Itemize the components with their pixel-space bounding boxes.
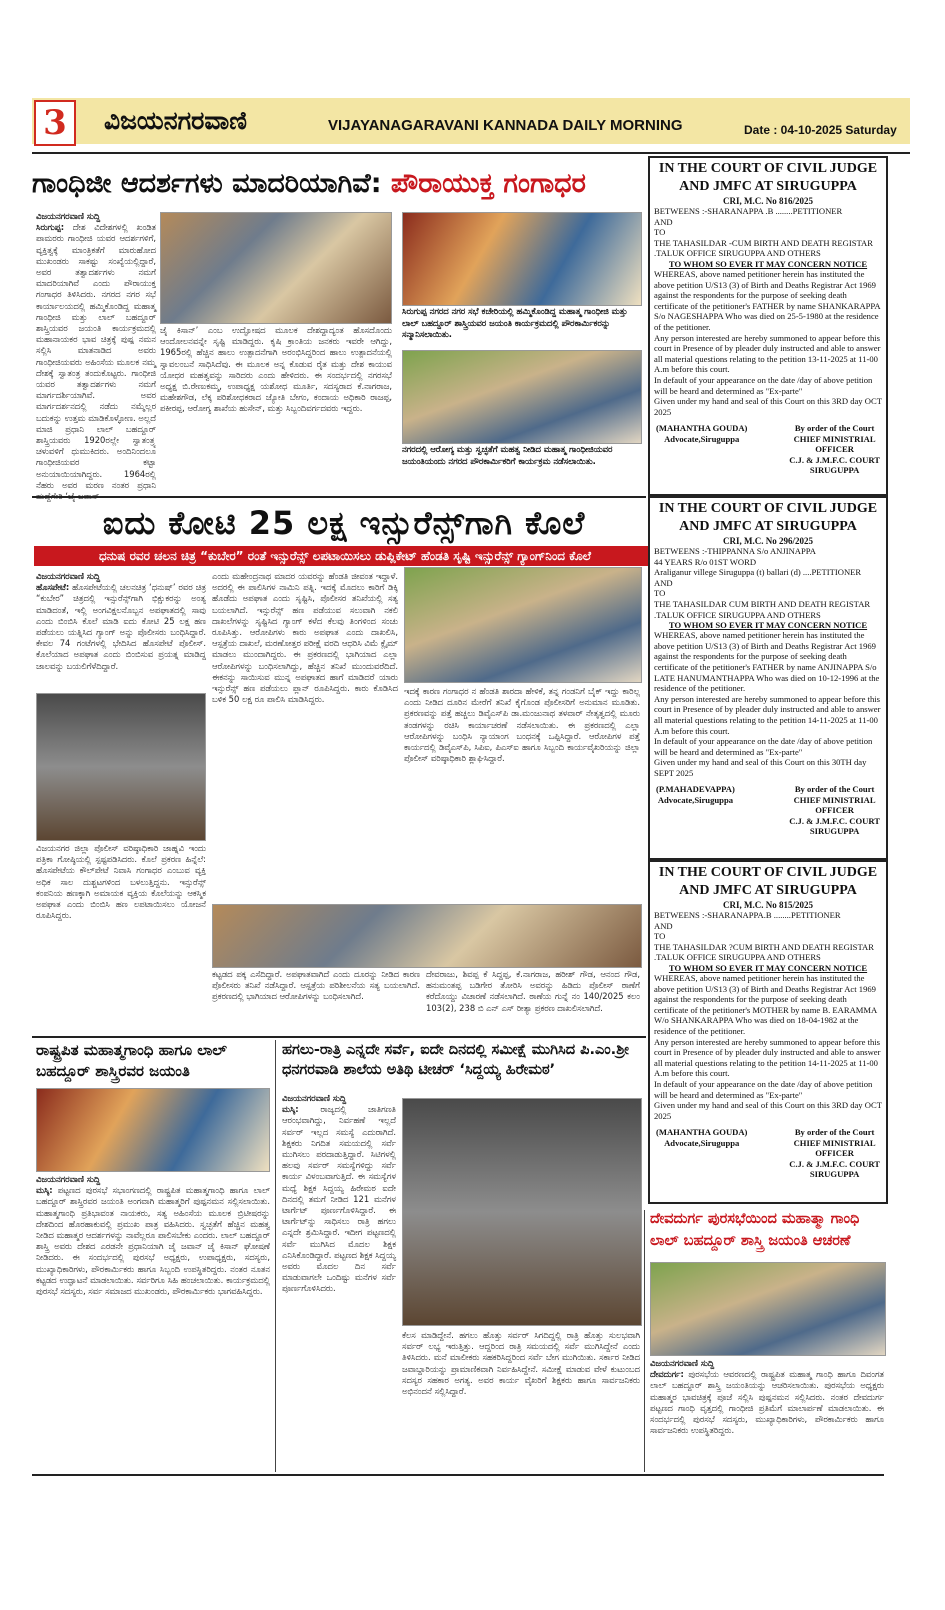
- story1-body-left: [36, 211, 156, 490]
- court-notice-1: [648, 156, 888, 496]
- column-divider: [644, 1210, 645, 1472]
- notice-order: By order of the Court CHIEF MINISTRIAL OFFICER C.J. & J.M.F.C. COURT SIRUGUPPA: [789, 784, 880, 837]
- notice-concern: TO WHOM SO EVER IT MAY CONCERN NOTICE: [668, 258, 868, 269]
- story1-photo-3: [402, 350, 642, 444]
- story4-photo: [402, 1098, 642, 1326]
- notice-line: 44 YEARS R/o 01ST WORD: [654, 556, 757, 567]
- story2-banner: ಧನುಷ ರವರ ಚಲನ ಚಿತ್ರ “ಕುಬೇರ” ರಂತೆ ಇನ್ಸುರೆನ್ಸ್ ಲಪಟಾಯಿಸಲು ಡುಪ್ಲಿಕೇಟ್ ಹೆಂಡತಿ ಸೃಷ್ಟಿ ಇನ್ಸುರೆನ್ಸ್ ಗ್ಯಾಂಗ್‌ನಿಂದ ಕೊಲೆ: [34, 546, 656, 566]
- story5-headline: ದೇವದುರ್ಗ ಪುರಸಭೆಯಿಂದ ಮಹಾತ್ಮಾ ಗಾಂಧಿ ಲಾಲ್ ಬಹದ್ದೂರ್ ಶಾಸ್ತ್ರಿ ಜಯಂತಿ ಆಚರಣೆ: [650, 1211, 860, 1249]
- story2-body-left: [36, 571, 206, 689]
- notice-case-number: CRI, M.C. No 816/2025: [723, 196, 813, 206]
- story4-body-left: [282, 1093, 396, 1473]
- page-number: 3: [34, 100, 76, 146]
- story5-photo: [650, 1262, 886, 1356]
- story3-body: [36, 1174, 270, 1472]
- story4-body-right: ಕೆಲಸ ಮಾಡಿದ್ದೇನೆ. ಹಗಲು ಹೊತ್ತು ಸರ್ವರ್ ಸಿಗದಿದ್ದಲ್ಲಿ ರಾತ್ರಿ ಹೊತ್ತು ಸುಲಭವಾಗಿ ಸರ್ವರ್ ಲಭ್ಯ ಇರುತ್ತಿತ್ತು. ಆದ್ದರಿಂದ ರಾತ್ರಿ ಸಮಯದಲ್ಲಿ ಸರ್ವೆ ಮುಗಿಸಿದ್ದೇನೆ ಎಂದು ತಿಳಿಸಿದರು. ಮನೆ ಮಾಲೀಕರು ಸಹಕರಿಸಿದ್ದರಿಂದ ಸರ್ವೆ ಬೇಗ ಮುಗಿಯಿತು. ಸರ್ಕಾರ ನೀಡಿದ ಜವಾಬ್ದಾರಿಯನ್ನು ಪ್ರಾಮಾಣಿಕವಾಗಿ ನಿರ್ವಹಿಸಿದ್ದೇನೆ. ಸಮೀಕ್ಷೆ ಮಾಡುವ ವೇಳೆ ಕುಟುಂಬದ ಸದಸ್ಯರ ಸಹಕಾರ ಅಗತ್ಯ. ಅವರ ಕಾರ್ಯ ವೈಖರಿಗೆ ಶಿಕ್ಷಕರು ಹಾಗೂ ಸಾರ್ವಜನಿಕರು ಅಭಿನಂದನೆ ಸಲ್ಲಿಸಿದ್ದಾರೆ.: [402, 1330, 640, 1397]
- notice-line: AND: [654, 216, 673, 227]
- notice-paragraph: WHEREAS, above named petitioner herein has instituted the above petition U/S13 (3) of Birth and Deaths Registrar Act 1969 against the respondents for the purpose of seeking death certificate of the petitioner's FATHER by name SHANKARAPPA S/o NAGESHAPPA Who was died on 25-5-1980 at the residence of the petitioner.: [654, 268, 881, 332]
- story3-headline: ರಾಷ್ಟ್ರಪಿತ ಮಹಾತ್ಮಗಾಂಧಿ ಹಾಗೂ ಲಾಲ್ ಬಹದ್ದೂರ್ ಶಾಸ್ತ್ರಿರವರ ಜಯಂತಿ: [36, 1041, 227, 1080]
- story4-text-left: ರಾಜ್ಯದಲ್ಲಿ ಜಾತಿಗಣತಿ ಆರಂಭವಾಗಿದ್ದು, ನಿರ್ವಹಣೆ ಇಲ್ಲದೆ ಸರ್ವರ್ ಇಲ್ಲದ ಸಮಸ್ಯೆ ಎದುರಾಗಿದೆ. ಶಿಕ್ಷಕರು ನಿಗದಿತ ಸಮಯದಲ್ಲಿ ಸರ್ವೆ ಮುಗಿಸಲು ಪರದಾಡುತ್ತಿದ್ದಾರೆ. ಸಿಟಿಗಳಲ್ಲಿ ಹಲವು ಸರ್ವರ್ ಸಮಸ್ಯೆಗಳಿದ್ದು ಸರ್ವೆ ಕಾರ್ಯ ವಿಳಂಬವಾಗುತ್ತಿದೆ. ಈ ಸಮಸ್ಯೆಗಳ ಮಧ್ಯೆ ಶಿಕ್ಷಕ ಸಿದ್ದಯ್ಯ ಹಿರೇಮಠ ಐದೇ ದಿನದಲ್ಲಿ ತಮಗೆ ನೀಡಿದ 121 ಮನೆಗಳ ಟಾರ್ಗೆಟ್ ಪೂರ್ಣಗೊಳಿಸಿದ್ದಾರೆ. ಈ ಟಾರ್ಗೆಟ್‌ನ್ನು ಸಾಧಿಸಲು ರಾತ್ರಿ ಹಗಲು ಎನ್ನದೇ ಶ್ರಮಿಸಿದ್ದಾರೆ. ಇದೀಗ ಪಟ್ಟಣದಲ್ಲಿ ಸರ್ವೆ ಮುಗಿಸಿದ ಮೊದಲ ಶಿಕ್ಷಕ ಎನಿಸಿಕೊಂಡಿದ್ದಾರೆ. ಪಟ್ಟಣದ ಶಿಕ್ಷಕ ಸಿದ್ದಯ್ಯ ಅವರು ಮೊದಲ ದಿನ ಸರ್ವೆ ಮಾಡುವಾಗಲೇ ಒಂದಿಷ್ಟು ಮನೆಗಳ ಸರ್ವೆ ಪೂರ್ಣಗೊಳಿಸಿದರು.: [282, 1104, 396, 1294]
- notice-line: BETWEENS :-THIPPANNA S/o ANJINAPPA: [654, 546, 816, 556]
- notice-paragraph: Given under my hand and seal of this Court on this 30TH day SEPT 2025: [654, 757, 867, 778]
- story2-accused-photos: [212, 904, 642, 968]
- notice-concern: TO WHOM SO EVER IT MAY CONCERN NOTICE: [668, 962, 868, 973]
- notice-line: Araliganur villege Siruguppa (t) ballari (d) ....PETITIONER: [654, 567, 862, 578]
- story2-body-bottom-mid: ಕಟ್ಟಡದ ಪಕ್ಕ ಎಸೆದಿದ್ದಾರೆ. ಅಪಘಾತವಾಗಿದೆ ಎಂದು ದೂರನ್ನು ನೀಡಿದ ಕಾರಣ ಪೊಲೀಸರು ತನಿಖೆ ನಡೆಸಿದ್ದಾರೆ. ಆಸ್ಪತ್ರೆಯ ಪರಿಶೀಲನೆಯ ಸತ್ಯ ಬಯಲಾಗಿದೆ. ಪ್ರಕರಣದಲ್ಲಿ ಭಾಗಿಯಾದ ಆರೋಪಿಗಳನ್ನು ಬಂಧಿಸಲಾಗಿದೆ.: [212, 969, 420, 1002]
- notice-paragraph: Given under my hand and seal of this Court on this 3RD day OCT 2025: [654, 396, 882, 417]
- newspaper-subtitle: VIJAYANAGARAVANI KANNADA DAILY MORNING: [328, 117, 683, 134]
- story5-text: ಪುರಸಭೆಯ ಆವರಣದಲ್ಲಿ ರಾಷ್ಟ್ರಪಿತ ಮಹಾತ್ಮ ಗಾಂಧಿ ಹಾಗೂ ದಿವಂಗತ ಲಾಲ್ ಬಹದ್ದೂರ್ ಶಾಸ್ತ್ರಿ ಜಯಂತಿಯನ್ನು ಆಚರಿಸಲಾಯಿತು. ಪುರಸಭೆಯ ಅಧ್ಯಕ್ಷರು ಮಹಾತ್ಮರ ಭಾವಚಿತ್ರಕ್ಕೆ ಪೂಜೆ ಸಲ್ಲಿಸಿ ಪುಷ್ಪನಮನ ಸಲ್ಲಿಸಿದರು. ನಂತರ ದೇವದುರ್ಗ ಪಟ್ಟಣದ ಗಾಂಧಿ ವೃತ್ತದಲ್ಲಿ ಗಾಂಧೀಜಿ ಪ್ರತಿಮೆಗೆ ಮಾಲಾರ್ಪಣೆ ಮಾಡಲಾಯಿತು. ಈ ಸಂದರ್ಭದಲ್ಲಿ ಪುರಸಭೆ ಸದಸ್ಯರು, ಮುಖ್ಯಾಧಿಕಾರಿಗಳು, ಪೌರಕಾರ್ಮಿಕರು ಹಾಗೂ ಸಾರ್ವಜನಿಕರು ಉಪಸ್ಥಿತರಿದ್ದರು.: [650, 1369, 884, 1436]
- notice-paragraph: Any person interested are hereby summoned to appear before this court in Presence of by pleader duly instructed and able to answer all material questions relating to the petition 14-11-2025 at 11-00 A.m before this court.: [654, 1036, 881, 1079]
- notice-line: THE TAHASILDAR CUM BIRTH AND DEATH REGISTAR .TALUK OFFICE SIRUGUPPA AND OTHERS: [654, 598, 871, 620]
- notice-line: BETWEENS :-SHARANAPPA.B ........PETITIONER: [654, 910, 841, 920]
- notice-line: TO: [654, 588, 666, 599]
- notice-advocate: (MAHANTHA GOUDA) Advocate,Siruguppa: [656, 423, 748, 444]
- story3-text: ಪಟ್ಟಣದ ಪುರಸಭೆ ಸಭಾಂಗಣದಲ್ಲಿ ರಾಷ್ಟ್ರಪಿತ ಮಹಾತ್ಮಗಾಂಧಿ ಹಾಗೂ ಲಾಲ್ ಬಹದ್ದೂರ್ ಶಾಸ್ತ್ರಿರವರ ಜಯಂತಿ ಅಂಗವಾಗಿ ಮಹಾತ್ಮರಿಗೆ ಪುಷ್ಪನಮನ ಸಲ್ಲಿಸಲಾಯಿತು. ಮಹಾತ್ಮಗಾಂಧಿ ಪ್ರತಿಭಾವಂತ ನಾಯಕರು, ಸತ್ಯ ಅಹಿಂಸೆಯ ಮೂಲಕ ಬ್ರಿಟೀಷರನ್ನು ದೇಶದಿಂದ ಹೊರಹಾಕುವಲ್ಲಿ ಪ್ರಮುಖ ಪಾತ್ರ ವಹಿಸಿದರು. ಸ್ವಚ್ಛತೆಗೆ ಹೆಚ್ಚಿನ ಮಹತ್ವ ನೀಡಿದ ಮಹಾತ್ಮರ ಆದರ್ಶಗಳನ್ನು ನಾವೆಲ್ಲರೂ ಪಾಲಿಸಬೇಕು ಎಂದರು. ಲಾಲ್ ಬಹದ್ದೂರ್ ಶಾಸ್ತ್ರಿ ಅವರು ದೇಶದ ಎರಡನೇ ಪ್ರಧಾನಿಯಾಗಿ ಜೈ ಜವಾನ್ ಜೈ ಕಿಸಾನ್ ಘೋಷಣೆ ನೀಡಿದರು. ಈ ಸಂದರ್ಭದಲ್ಲಿ ಪುರಸಭೆ ಅಧ್ಯಕ್ಷರು, ಉಪಾಧ್ಯಕ್ಷರು, ಸದಸ್ಯರು, ಮುಖ್ಯಾಧಿಕಾರಿಗಳು, ಪೌರಕಾರ್ಮಿಕರು ಹಾಗೂ ಸಿಬ್ಬಂದಿ ಉಪಸ್ಥಿತರಿದ್ದರು. ನಂತರ ನೂತನ ಕಟ್ಟಡದ ಉದ್ಘಾಟನೆ ಮಾಡಲಾಯಿತು. ಸರ್ವರಿಗೂ ಸಿಹಿ ಹಂಚಲಾಯಿತು. ಕಾರ್ಯಕ್ರಮದಲ್ಲಿ ಪುರಸಭೆ ಸದಸ್ಯರು, ಸರ್ವ ಸಮಾಜದ ಮುಖಂಡರು, ಪೌರಕಾರ್ಮಿಕರು ಭಾಗವಹಿಸಿದ್ದರು.: [36, 1185, 270, 1297]
- notice-case-number: CRI, M.C. No 296/2025: [723, 536, 813, 546]
- notice-line: TO: [654, 931, 666, 942]
- story4-dateline: ವಿಜಯನಗರವಾಣಿ ಸುದ್ದಿ: [282, 1093, 347, 1103]
- notice-paragraph: Any person interested are hereby summoned to appear before this court in Presence of by pleader duly instructed and able to answer all material questions relating to the petition 14-11-2025 at 11-00 A.m before this court.: [654, 693, 881, 736]
- notice-title: IN THE COURT OF CIVIL JUDGE AND JMFC AT SIRUGUPPA: [658, 501, 878, 534]
- story1-photo-2: [402, 212, 642, 306]
- story1-place: ಸಿರುಗುಪ್ಪ:: [36, 222, 65, 233]
- masthead-rule: [32, 152, 910, 154]
- story3-photo: [36, 1088, 270, 1172]
- story1-body-mid: ಜೈ ಕಿಸಾನ್’ ಎಂಬ ಉದ್ಘೋಷದ ಮೂಲಕ ದೇಶದ್ದಾದ್ಯಂತ ಹೊಸದೊಂದು ಆಂದೋಲನವನ್ನೇ ಸೃಷ್ಟಿ ಮಾಡಿದ್ದರು. ಕೃಷಿ ಕ್ರಾಂತಿಯ ಜನಕರು ಇವರೇ ಆಗಿದ್ದು, 1965ರಲ್ಲಿ ಹೆಚ್ಚಿನ ಹಾಲು ಉತ್ಪಾದನೆಗಾಗಿ ಅರಂಭಿಸಿದ್ದರಿಂದ ಹಾಲು ಉತ್ಪಾದನೆಯಲ್ಲಿ ಸ್ವಾವಲಂಬನೆ ಸಾಧಿಸಿದೆವು. ಈ ಮೂಲಕ ಅನ್ನ ಕೊಡುವ ರೈತ ಮತ್ತು ದೇಶ ಕಾಯುವ ಯೋಧರ ಮಹತ್ವವನ್ನು ಸಾರಿದರು ಎಂದು ಹೇಳಿದರು. ಈ ಸಂದರ್ಭದಲ್ಲಿ ನಗರಸಭೆ ಅಧ್ಯಕ್ಷ ಬಿ.ರೇಣುಕಮ್ಮ, ಉಪಾಧ್ಯಕ್ಷ ಯಶೋಧ ಮೂರ್ತಿ, ಸದಸ್ಯರಾದ ಕೆ.ನಾಗರಾಜ, ಮಹೇಶಗೌಡ, ಲೆಕ್ಕ ಪರಿಶೋಧಕರಾದ ಜ್ಯೋತಿ ಬೇಗಂ, ಕಂದಾಯ ಅಧಿಕಾರಿ ರಾಜಪ್ಪ, ಪಕೀರಪ್ಪ, ಆರೋಗ್ಯ ಶಾಖೆಯ ಹುಸೇನ್, ಮತ್ತು ಸಿಬ್ಬಂದಿವರ್ಗದವರು ಇದ್ದರು.: [160, 325, 392, 414]
- notice-paragraph: In default of your appearance on the date /day of above petition will be heard and determined as "Ex-parte": [654, 374, 873, 396]
- notice-line: THE TAHASILDAR -CUM BIRTH AND DEATH REGISTAR .TALUK OFFICE SIRUGUPPA AND OTHERS: [654, 237, 873, 259]
- notice-paragraph: In default of your appearance on the date /day of above petition will be heard and determined as "Ex-parte": [654, 736, 873, 757]
- notice-title: IN THE COURT OF CIVIL JUDGE AND JMFC AT SIRUGUPPA: [658, 161, 878, 194]
- story1-headline: ಗಾಂಧಿಜೀ ಆದರ್ಶಗಳು ಮಾದರಿಯಾಗಿವೆ: ಪೌರಾಯುಕ್ತ ಗಂಗಾಧರ: [32, 168, 586, 199]
- story1-caption-1: ಸಿರುಗುಪ್ಪ ನಗರದ ನಗರ ಸಭೆ ಕಚೇರಿಯಲ್ಲಿ ಹಮ್ಮಿಕೊಂಡಿದ್ದ ಮಹಾತ್ಮ ಗಾಂಧೀಜಿ ಮತ್ತು ಲಾಲ್ ಬಹದ್ದೂರ್ ಶಾಸ್ತ್ರಿಯವರ ಜಯಂತಿ ಕಾರ್ಯಕ್ರಮದಲ್ಲಿ ಪೌರಕಾರ್ಮಿಕರನ್ನು ಸನ್ಮಾನಿಸಲಾಯಿತು.: [402, 306, 628, 339]
- story2-accident-photo: [36, 693, 206, 841]
- notice-advocate: (MAHANTHA GOUDA) Advocate,Siruguppa: [656, 1127, 748, 1148]
- court-notice-2: [648, 496, 888, 860]
- notice-line: AND: [654, 577, 673, 588]
- story4-headline: ಹಗಲು-ರಾತ್ರಿ ಎನ್ನದೇ ಸರ್ವೆ, ಐದೇ ದಿನದಲ್ಲಿ ಸಮೀಕ್ಷೆ ಮುಗಿಸಿದ ಪಿ.ಎಂ.ಶ್ರೀ ಧನಗರವಾಡಿ ಶಾಲೆಯ ಅತಿಥಿ ಟೀಚರ್ ‘ಸಿದ್ದಯ್ಯ ಹಿರೇಮಠ’: [282, 1042, 629, 1078]
- notice-paragraph: In default of your appearance on the date /day of above petition will be heard and determined as "Ex-parte": [654, 1078, 873, 1100]
- story2-text-left: ಹೊಸಪೇಟೆಯಲ್ಲಿ ಚಲನಚಿತ್ರ ‘ಧನುಷ್’ ರವರ ಚಿತ್ರ “ಕುಬೇರ” ಚಿತ್ರದಲ್ಲಿ ಇನ್ಸುರೆನ್ಸ್‌ಗಾಗಿ ಭಿಕ್ಷುಕರನ್ನು ಅಂತ್ಯ ಮಾಡಿದಂತೆ, ಇಲ್ಲಿ ಅಂಗವಿಕ್ಷಲನೊಬ್ಬನ ಅಪಘಾತದಲ್ಲಿ ಸಾವು ಎಂದು ಬಿಂಬಿಸಿ ಕೊಲೆ ಮಾಡಿ ಐದು ಕೋಟಿ 25 ಲಕ್ಷ ಹಣ ಪಡೆಯಲು ಯತ್ನಿಸಿದ ಗ್ಯಾಂಗ್ ಅನ್ನು ಪೊಲೀಸರು ಬಂಧಿಸಿದ್ದಾರೆ. ಕೇವಲ 74 ಗಂಟೆಗಳಲ್ಲಿ ಭೇದಿಸಿದ ಹೊಸಪೇಟೆ ಪೊಲೀಸ್. ಕೊಲೆಯಾದ ಅಪಘಾತ ಎಂದು ಬಿಂಬಿಸುವ ಪ್ರಯತ್ನ ಮಾಡಿದ್ದ ಜಾಲವನ್ನು ಬಯಲಿಗೆಳೆದಿದ್ದಾರೆ.: [36, 582, 206, 671]
- notice-paragraph: Any person interested are hereby summoned to appear before this court in Presence of by pleader duly instructed and able to answer all material questions relating to the petition 13-11-2025 at 11-00 A.m before this court.: [654, 332, 881, 375]
- newspaper-logo: ವಿಜಯನಗರವಾಣಿ: [104, 106, 247, 135]
- story1-dateline: ವಿಜಯನಗರವಾಣಿ ಸುದ್ದಿ: [36, 211, 101, 221]
- issue-date: Date : 04-10-2025 Saturday: [744, 123, 897, 137]
- notice-line: TO: [654, 227, 666, 238]
- notice-advocate: (P.MAHADEVAPPA) Advocate,Siruguppa: [656, 784, 735, 805]
- notice-paragraph: WHEREAS, above named petitioner herein has instituted the above petition U/S13 (3) of Birth and Deaths Registrar Act 1969 against the respondents for the purpose of seeking death certificate of the petitioner's MOTHER by name B. EARAMMA W/o SHANKARAPPA Who was died on 18-04-1982 at the residence of the petitioner.: [654, 972, 877, 1036]
- story1-caption-2: ನಗರದಲ್ಲಿ ಆರೋಗ್ಯ ಮತ್ತು ಸ್ವಚ್ಛತೆಗೆ ಮಹತ್ವ ನೀಡಿದ ಮಹಾತ್ಮ ಗಾಂಧೀಜಿಯವರ ಜಯಂತಿಯಂದು ನಗರದ ಪೌರಕಾರ್ಮಿಕರಿಗೆ ಕಾರ್ಯಕ್ರಮ ನಡೆಸಲಾಯಿತು.: [402, 444, 613, 466]
- notice-line: THE TAHASILDAR ?CUM BIRTH AND DEATH REGISTAR .TALUK OFFICE SIRUGUPPA AND OTHERS: [654, 941, 874, 963]
- story2-place: ಹೊಸಪೇಟೆ:: [36, 582, 70, 593]
- story4-place: ಮಸ್ಕಿ:: [282, 1104, 299, 1115]
- notice-paragraph: WHEREAS, above named petitioner herein has instituted the above petition U/S13 (3) of Birth and Deaths Registrar Act 1969 against the respondents for the purpose of seeking death certificate of the petitioner's FATHER by name ANJINAPPA S/o LATE HANUMANTHAPPA Who was died on 10-12-1996 at the residence of the petitioner.: [654, 630, 880, 694]
- notice-order: By order of the Court CHIEF MINISTRIAL OFFICER C.J. & J.M.F.C. COURT SIRUGUPPA: [789, 423, 880, 476]
- story1-text-left: ದೇಶ ವಿದೇಶಗಳಲ್ಲಿ ಖಂಡಿತ ಪಾಮರರು ಗಾಂಧೀಜಿ ಯವರ ಆದರ್ಶಗಳಿಗೆ, ವ್ಯಕ್ತಿತ್ವಕ್ಕೆ ಮಾಂತ್ರಿಕತೆಗೆ ಮಾರುಹೋದ ಮುಖಂಡರು ಸಾಕಷ್ಟು ಸಂಖ್ಯೆಯಲ್ಲಿದ್ದಾರೆ, ಅವರ ತತ್ವಾದರ್ಶಗಳು ನಮಗೆ ಮಾದರಿಯಾಗಿವೆ ಎಂದು ಪೌರಾಯುಕ್ತ ಗಂಗಾಧರ ತಿಳಿಸಿದರು. ನಗರದ ನಗರ ಸಭೆ ಕಾರ್ಯಾಲಯದಲ್ಲಿ ಹಮ್ಮಿಕೊಂಡಿದ್ದ ಮಹಾತ್ಮ ಗಾಂಧೀಜಿ ಮತ್ತು ಲಾಲ್ ಬಹದ್ದೂರ್ ಶಾಸ್ತ್ರಿಯವರ ಜಯಂತಿ ಕಾರ್ಯಕ್ರಮದಲ್ಲಿ ಮಹಾನಾಯಕರ ಭಾವ ಚಿತ್ರಕ್ಕೆ ಪುಷ್ಪ ನಮನ ಸಲ್ಲಿಸಿ ಮಾತನಾಡಿದ ಅವರು ಗಾಂಧೀಜಿಯವರು ಅಹಿಂಸೆಯ ಮೂಲಕ ನಮ್ಮ ದೇಶಕ್ಕೆ ಸ್ವಾತಂತ್ರ ತಂದುಕೊಟ್ಟರು. ಗಾಂಧೀಜಿ ಯವರ ತತ್ವಾದರ್ಶಗಳು ನಮಗೆ ಮಾರ್ಗದರ್ಶಿಯಾಗಿವೆ. ಅವರ ಮಾರ್ಗದರ್ಶನದಲ್ಲಿ ನಡೆದು ನಮ್ಮೆಲ್ಲರ ಬದುಕನ್ನು ಉತ್ತಮ ಮಾಡಿಕೊಳ್ಳೋಣ. ಅಲ್ಲದೆ ಮಾಜಿ ಪ್ರಧಾನಿ ಲಾಲ್ ಬಹದ್ದೂರ್ ಶಾಸ್ತ್ರಿಯವರು 1920ರಲ್ಲೇ ಸ್ವಾತಂತ್ರ್ಯ ಚಳುವಳಿಗೆ ಧುಮುಕಿದರು. ಅಂದಿನಿಂದಲೂ ಗಾಂಧೀಜಿಯವರ ಕಟ್ಟಾ ಅನುಯಾಯಿಯಾಗಿದ್ದರು. 1964ರಲ್ಲಿ ನೆಹರು ಅವರ ಮರಣ ನಂತರ ಪ್ರಧಾನಿ: [36, 222, 156, 490]
- story3-place: ಮಸ್ಕಿ:: [36, 1185, 53, 1196]
- story2-body-right: ಇದಕ್ಕೆ ಕಾರಣ ಗಂಗಾಧರ ನ ಹೆಂಡತಿ ಶಾರದಾ ಹೇಳಿಕೆ, ತನ್ನ ಗಂಡನಿಗೆ ಬೈಕ್ ಇದ್ದು ಕಾರಿಲ್ಲ ಎಂದು ನೀಡಿದ ದೂರಿನ ಮೇರೆಗೆ ತನಿಖೆ ಕೈಗೊಂಡ ಪೊಲೀಸರಿಗೆ ಅನುಮಾನ ಮೂಡಿತು. ಪ್ರಕರಣವನ್ನು ಪತ್ತೆ ಹಚ್ಚಲು ಡಿವೈಎಸ್‌ಪಿ ಡಾ.ಮಂಜುನಾಥ ತಳವಾರ್ ನೇತೃತ್ವದಲ್ಲಿ ಮೂರು ತಂಡಗಳನ್ನು ರಚಿಸಿ ಕಾರ್ಯಾಚರಣೆ ನಡೆಸಲಾಯಿತು. ಈ ಪ್ರಕರಣದಲ್ಲಿ ಎಲ್ಲಾ ಆರೋಪಿಗಳನ್ನು ಬಂಧಿಸಿ ನ್ಯಾಯಾಂಗ ಬಂಧನಕ್ಕೆ ಒಪ್ಪಿಸಿದ್ದಾರೆ. ಆರೋಪಿಗಳ ಪತ್ತೆ ಕಾರ್ಯದಲ್ಲಿ ಡಿವೈಎಸ್‌ಪಿ, ಸಿಪಿಐ, ಪಿಎಸ್‌ಐ ಹಾಗೂ ಸಿಬ್ಬಂದಿ ಕಾರ್ಯವೈಖರಿಯನ್ನು ಜಿಲ್ಲಾ ಪೊಲೀಸ್ ವರಿಷ್ಠಾಧಿಕಾರಿ ಶ್ಲಾಘಿಸಿದ್ದಾರೆ.: [404, 686, 640, 764]
- story5-place: ದೇವದುರ್ಗ:: [650, 1369, 684, 1380]
- story2-body-bottom-right: ದೇವರಾಜು, ಶಿವಪ್ಪ ಕೆ ಸಿದ್ದಪ್ಪ, ಕೆ.ನಾಗರಾಜ, ಹರೀಶ್ ಗೌಡ, ಆನಂದ ಗೌಡ, ಹನುಮಂತಪ್ಪ ಬಡಿಗೇರ ತೋರಿಸಿ ಅವರನ್ನು ಹಿಡಿದು ಪೊಲೀಸ್ ಠಾಣೆಗೆ ಕರೆದೊಯ್ದು ವಿಚಾರಣೆ ನಡೆಸಲಾಗಿದೆ. ಠಾಣೆಯ ಗುನ್ನೆ ನಂ 140/2025 ಕಲಂ 103(2), 238 ಬಿ ಎನ್ ಎಸ್ ರೀತ್ಯಾ ಪ್ರಕರಣ ದಾಖಲಿಸಲಾಗಿದೆ.: [426, 969, 640, 1013]
- notice-order: By order of the Court CHIEF MINISTRIAL OFFICER C.J. & J.M.F.C. COURT SIRUGUPPA: [789, 1127, 880, 1180]
- page-bottom-rule: [32, 1474, 884, 1476]
- story2-dateline: ವಿಜಯನಗರವಾಣಿ ಸುದ್ದಿ: [36, 571, 101, 581]
- notice-line: BETWEENS :-SHARANAPPA .B ........PETITIONER: [654, 206, 843, 216]
- story3-top-rule: [32, 1036, 646, 1038]
- notice-title: IN THE COURT OF CIVIL JUDGE AND JMFC AT SIRUGUPPA: [658, 865, 878, 898]
- story2-headline: ಐದು ಕೋಟಿ 25 ಲಕ್ಷ ಇನ್ಸುರೆನ್ಸ್‌ಗಾಗಿ ಕೊಲೆ: [102, 504, 586, 542]
- story5-body: [650, 1358, 884, 1472]
- story2-body-left-2: ವಿಜಯನಗರ ಜಿಲ್ಲಾ ಪೊಲೀಸ್ ವರಿಷ್ಠಾಧಿಕಾರಿ ಜಾಹ್ನವಿ ಇಂದು ಪತ್ರಿಕಾ ಗೋಷ್ಠಿಯಲ್ಲಿ ಸ್ಪಷ್ಟಪಡಿಸಿದರು. ಕೊಲೆ ಪ್ರಕರಣ ಹಿನ್ನೆಲೆ: ಹೊಸಪೇಟೆಯ ಕೌಲ್‌ಪೇಟೆ ನಿವಾಸಿ ಗಂಗಾಧರ ಎಂಬುವ ವ್ಯಕ್ತಿ ಅಧಿಕ ಸಾಲ ದುಶ್ಚಟಗಳಿಂದ ಬಳಲುತ್ತಿದ್ದನು. ಇನ್ಸುರೆನ್ಸ್ ಕಂಪನಿಯ ಹಣಕ್ಕಾಗಿ ಅಮಾಯಕ ವ್ಯಕ್ತಿಯ ಕೊಲೆಯನ್ನು ಆಕಸ್ಮಿಕ ಅಪಘಾತ ಎಂದು ಬಿಂಬಿಸಿ ಹಣ ಲಪಟಾಯಿಸಲು ಯೋಜನೆ ರೂಪಿಸಿದ್ದರು.: [36, 843, 206, 921]
- court-notice-3: [648, 860, 888, 1204]
- notice-concern: TO WHOM SO EVER IT MAY CONCERN NOTICE: [668, 620, 868, 631]
- notice-paragraph: Given under my hand and seal of this Court on this 3RD day OCT 2025: [654, 1100, 882, 1121]
- story2-police-photo: [404, 567, 642, 683]
- notice-line: AND: [654, 920, 673, 931]
- notice-case-number: CRI, M.C. No 815/2025: [723, 900, 813, 910]
- story5-dateline: ವಿಜಯನಗರವಾಣಿ ಸುದ್ದಿ: [650, 1358, 715, 1368]
- story3-dateline: ವಿಜಯನಗರವಾಣಿ ಸುದ್ದಿ: [36, 1174, 101, 1184]
- story2-top-rule: [32, 496, 646, 498]
- story1-photo-1: [160, 212, 392, 324]
- column-divider: [275, 1040, 276, 1472]
- story2-body-mid: ಎಂದು ಮಹೇಂದ್ರನಾಥ ಮಾದರ ಯವರನ್ನು ಹೆಂಡತಿ ಜೀವಂತ ಇದ್ದಾಳೆ. ಅದರಲ್ಲಿ ಈ ಪಾಲಿಸಿಗಳ ನಾಮಿನಿ ಪತ್ನಿ. ಇದಕ್ಕೆ ಮೊದಲು ಕಾರಿಗೆ ಡಿಕ್ಕಿ ಹೊಡೆದು ಅಪಘಾತ ಎಂದು ಸೃಷ್ಟಿಸಿ, ಪೊಲೀಸರ ತನಿಖೆಯಲ್ಲಿ ಸತ್ಯ ಬಯಲಾಗಿದೆ. ಇನ್ಸುರೆನ್ಸ್ ಹಣ ಪಡೆಯುವ ಸಲುವಾಗಿ ನಕಲಿ ದಾಖಲೆಗಳನ್ನು ಸೃಷ್ಟಿಸಿದ ಗ್ಯಾಂಗ್ ಕಳೆದ ಕೆಲವು ತಿಂಗಳಿಂದ ಸಂಚು ರೂಪಿಸಿತ್ತು. ಆರೋಪಿಗಳು ಕಾರು ಅಪಘಾತ ಎಂದು ದಾಖಲಿಸಿ, ಆಸ್ಪತ್ರೆಯ ದಾಖಲೆ, ಮರಣೋತ್ತರ ಪರೀಕ್ಷೆ ವರದಿ ಆಧರಿಸಿ ವಿಮೆ ಕ್ಲೈಮ್ ಮಾಡಲು ಮುಂದಾಗಿದ್ದರು. ಈ ಪ್ರಕರಣದಲ್ಲಿ ಭಾಗಿಯಾದ ಎಲ್ಲಾ ಆರೋಪಿಗಳನ್ನು ಬಂಧಿಸಲಾಗಿದ್ದು, ಹೆಚ್ಚಿನ ತನಿಖೆ ಮುಂದುವರೆದಿದೆ. ಈಕನನ್ನು ಸಾಯಿಸುವ ಮುನ್ನ ಅಪಘಾತದ ಹಾಗೆ ಮಾಡಿದರೆ ಯಾರು ಇನ್ಸುರೆನ್ಸ್ ಹಣ ಪಡೆಯಲು ಪ್ಲಾನ್ ರೂಪಿಸಿದ್ದರು. ಕಾರು ಕೊಡಿಸಿದ ಬಳಿಕ 50 ಲಕ್ಷ ರೂ ಪಾಲಿಸಿ ಮಾಡಿಸಿದ್ದರು.: [212, 571, 398, 705]
